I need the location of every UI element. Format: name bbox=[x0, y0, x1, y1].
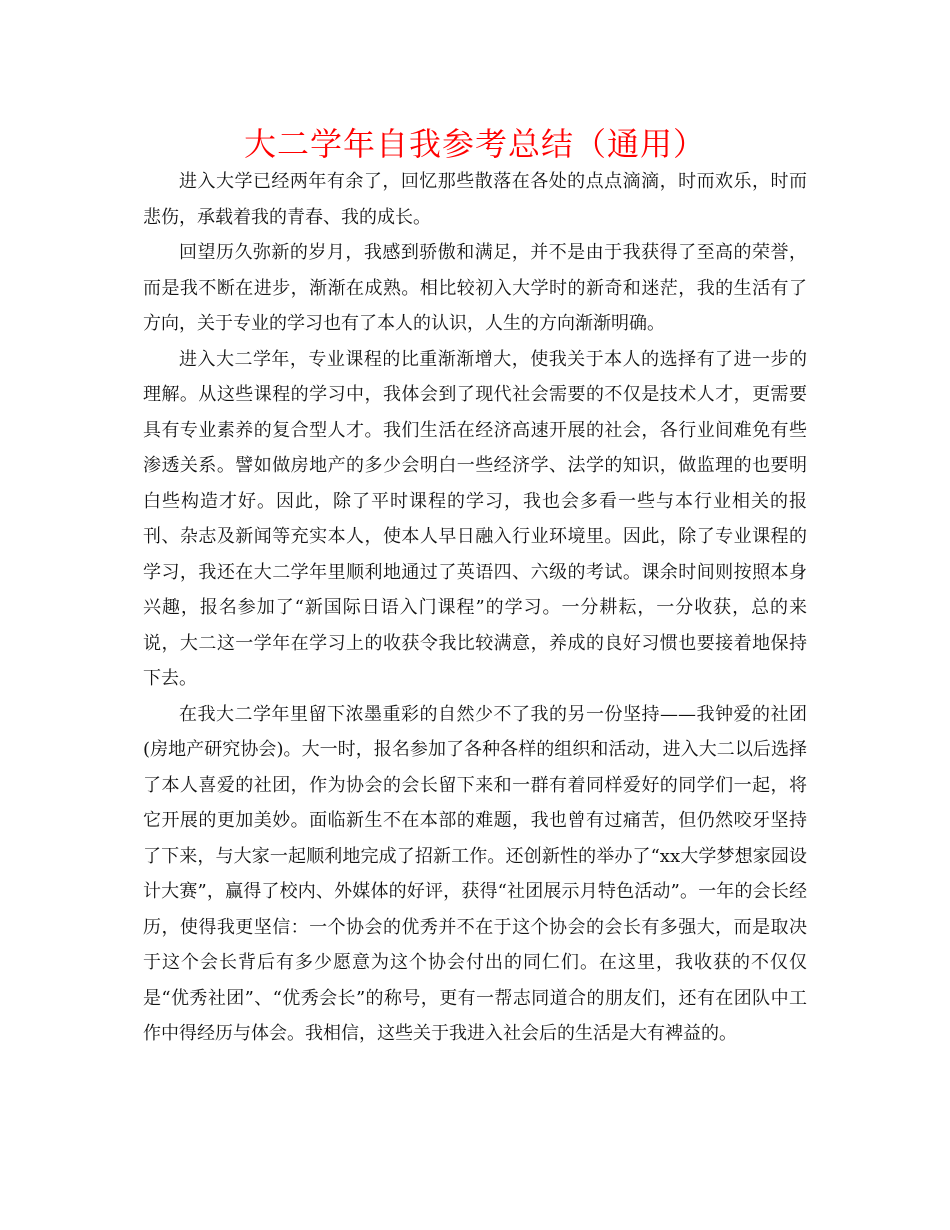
paragraph-2: 回望历久弥新的岁月，我感到骄傲和满足，并不是由于我获得了至高的荣誉，而是我不断在进步，渐渐在成熟。相比较初入大学时的新奇和迷茫，我的生活有了方向，关于专业的学习也有了本人的认识，人生的方向渐渐明确。 bbox=[143, 242, 807, 334]
document-body bbox=[143, 164, 807, 1052]
paragraph-3: 进入大二学年，专业课程的比重渐渐增大，使我关于本人的选择有了进一步的理解。从这些课程的学习中，我体会到了现代社会需要的不仅是技术人才，更需要具有专业素养的复合型人才。我们生活在经济高速开展的社会，各行业间难免有些渗透关系。譬如做房地产的多少会明白一些经济学、法学的知识，做监理的也要明白些构造才好。因此，除了平时课程的学习，我也会多看一些与本行业相关的报刊、杂志及新闻等充实本人，使本人早日融入行业环境里。因此，除了专业课程的学习，我还在大二学年里顺利地通过了英语四、六级的考试。课余时间则按照本身兴趣，报名参加了“新国际日语入门课程”的学习。一分耕耘，一分收获，总的来说，大二这一学年在学习上的收获令我比较满意，养成的良好习惯也要接着地保持下去。 bbox=[143, 348, 807, 689]
paragraph-4: 在我大二学年里留下浓墨重彩的自然少不了我的另一份坚持——我钟爱的社团(房地产研究协会)。大一时，报名参加了各种各样的组织和活动，进入大二以后选择了本人喜爱的社团，作为协会的会长留下来和一群有着同样爱好的同学们一起，将它开展的更加美妙。面临新生不在本部的难题，我也曾有过痛苦，但仍然咬牙坚持了下来，与大家一起顺利地完成了招新工作。还创新性的举办了“xx大学梦想家园设计大赛”，赢得了校内、外媒体的好评，获得“社团展示月特色活动”。一年的会长经历，使得我更坚信：一个协会的优秀并不在于这个协会的会长有多强大，而是取决于这个会长背后有多少愿意为这个协会付出的同仁们。在这里，我收获的不仅仅是“优秀社团”、“优秀会长”的称号，更有一帮志同道合的朋友们，还有在团队中工作中得经历与体会。我相信，这些关于我进入社会后的生活是大有裨益的。 bbox=[143, 703, 807, 1044]
document-title: 大二学年自我参考总结（通用） bbox=[243, 125, 706, 163]
paragraph-1: 进入大学已经两年有余了，回忆那些散落在各处的点点滴滴，时而欢乐，时而悲伤，承载着我的青春、我的成长。 bbox=[143, 171, 807, 228]
